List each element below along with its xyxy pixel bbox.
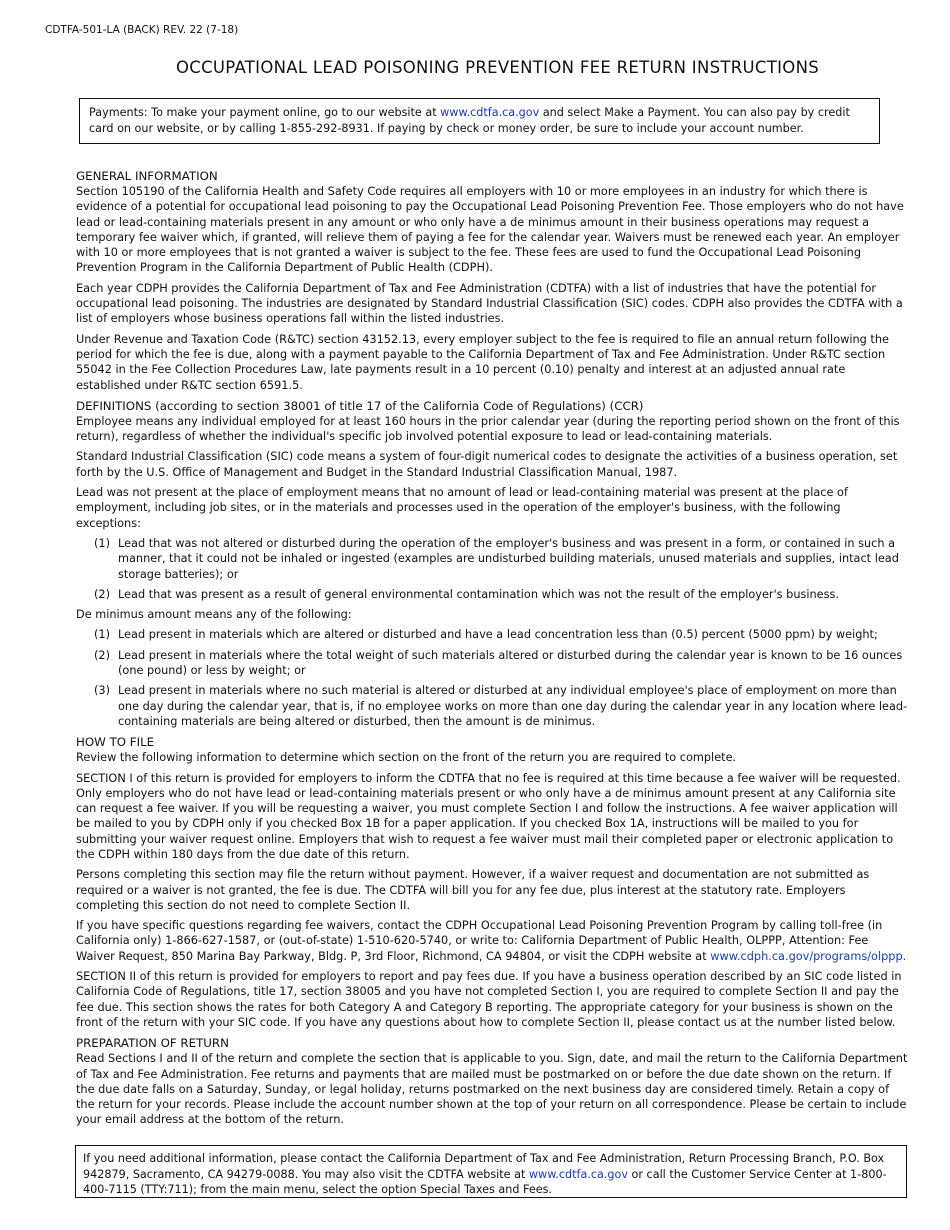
de-minimus-number: (3) <box>94 684 111 698</box>
how-to-file-intro: Review the following information to determine which section on the front of the return you are required to complete. <box>76 751 737 765</box>
de-minimus-text: Lead present in materials where the total weight of such materials altered or disturbed during the calendar year is known to be 16 ounces (one pound) or less by weight; or <box>118 648 903 678</box>
de-minimus-number: (1) <box>94 628 111 642</box>
de-minimus-item <box>76 683 908 729</box>
de-minimus-intro: De minimus amount means any of the following: <box>76 608 352 622</box>
questions-text: If you have specific questions regarding fee waivers, contact the CDPH Occupational Lead Poisoning Prevention Program by calling toll-free (in California only) 1-866-627-1587, or (out-of-state) 1-510-620-5740, or write to: California Department of Public Health, OLPPP, Attention: Fee Waiver Request, 850 Marina Bay Parkway, Bldg. P, 3rd Floor, Richmond, CA 94804, or visit the CDPH website at <box>76 919 883 963</box>
general-paragraph-1: Section 105190 of the California Health and Safety Code requires all employers with 10 or more employees in an industry for which there is evidence of a potential for occupational lead poisoning to pay the Occupational Lead Poisoning Prevention Fee. Those employers who do not have lead or lead-containing materials present in any amount or who only have a de minimus amount in their business operations may request a temporary fee waiver which, if granted, will relieve them of paying a fee for the calendar year. Waivers must be renewed each year. An employer with 10 or more employees that is not granted a waiver is subject to the fee. These fees are used to fund the Occupational Lead Poisoning Prevention Program in the California Department of Public Health (CDPH). <box>76 185 904 275</box>
persons-paragraph: Persons completing this section may file the return without payment. However, if a waiver request and documentation are not submitted as required or a waiver is not granted, the fee is due. The CDTFA will bill you for any fee due, plus interest at the statutory rate. Employers completing this section do not need to complete Section II. <box>76 868 870 912</box>
exception-number: (1) <box>94 536 111 550</box>
definition-employee: Employee means any individual employed for at least 160 hours in the prior calendar year (during the reporting period shown on the front of this return), regardless of whether the individual's specific job involved potential exposure to lead or lead-containing materials. <box>76 414 900 444</box>
payments-label: Payments: <box>89 106 148 119</box>
contact-website-link[interactable]: www.cdtfa.ca.gov <box>528 1167 628 1181</box>
exception-item <box>76 587 908 602</box>
de-minimus-item <box>76 627 908 642</box>
de-minimus-number: (2) <box>94 648 111 662</box>
de-minimus-text: Lead present in materials where no such material is altered or disturbed at any individual employee's place of employment on more than one day during the calendar year, that is, if no employee works on more than one day during the calendar year in any location where lead-containing materials are being altered or disturbed, then the amount is de minimus. <box>118 684 908 728</box>
payments-box <box>79 98 880 144</box>
contact-text-before: If you need additional information, please contact the California Department of Tax and Fee Administration, Return Processing Branch, P.O. Box 942879, Sacramento, CA 94279-0088. You may also visit the CDTFA website at <box>83 1152 885 1181</box>
form-number: CDTFA-501-LA (BACK) REV. 22 (7-18) <box>45 24 239 36</box>
general-paragraph-3: Under Revenue and Taxation Code (R&TC) section 43152.13, every employer subject to the fee is required to file an annual return following the period for which the fee is due, along with a payment payable to the California Department of Tax and Fee Administration. Under R&TC section 55042 in the Fee Collection Procedures Law, late payments result in a 10 percent (0.10) penalty and interest at an adjusted annual rate established under R&TC section 6591.5. <box>76 332 889 392</box>
how-to-file-heading: HOW TO FILE <box>76 735 155 750</box>
cdph-website-link[interactable]: www.cdph.ca.gov/programs/olppp. <box>710 949 907 963</box>
exception-number: (2) <box>94 587 111 601</box>
questions-paragraph <box>76 918 908 964</box>
exception-text: Lead that was not altered or disturbed during the operation of the employer's business and was present in a form, or contained in such a manner, that it could not be inhaled or ingested (examples are undisturbed building materials, unused materials and supplies, intact lead storage batteries); or <box>118 536 899 581</box>
section-1-paragraph: SECTION I of this return is provided for employers to inform the CDTFA that no fee is required at this time because a fee waiver will be requested. Only employers who do not have lead or lead-containing materials present or who only have a de minimus amount present at any California site can request a fee waiver. If you will be requesting a waiver, you must complete Section I and follow the instructions. A fee waiver application will be mailed to you by CDPH only if you checked Box 1B for a paper application. If you checked Box 1A, instructions will be mailed to you for submitting your waiver request online. Employers that wish to request a fee waiver must mail their completed paper or electronic application to the CDPH within 180 days from the due date of this return. <box>76 771 901 861</box>
exception-item <box>76 536 908 582</box>
de-minimus-item <box>76 648 908 679</box>
section-2-paragraph: SECTION II of this return is provided for employers to report and pay fees due. If you have a business operation described by an SIC code listed in California Code of Regulations, title 17, section 38005 and you have not completed Section I, you are required to complete Section II and pay the fee due. This section shows the rates for both Category A and Category B reporting. The appropriate category for your business is shown on the front of the return with your SIC code. If you have any questions about how to complete Section II, please contact us at the number listed below. <box>76 970 902 1029</box>
general-heading: GENERAL INFORMATION <box>76 169 218 183</box>
payments-text-after: and select Make a Payment. You can also pay by credit card on our website, or by calling 1-855-292-8931. If paying by check or money order, be sure to include your account number. <box>89 106 850 135</box>
exception-text: Lead that was present as a result of general environmental contamination which was not the result of the employer's business. <box>118 587 839 601</box>
instructions-body <box>76 168 908 1133</box>
definition-sic: Standard Industrial Classification (SIC) code means a system of four-digit numerical codes to designate the activities of a business operation, set forth by the U.S. Office of Management and Budget in the Standard Industrial Classification Manual, 1987. <box>76 450 898 479</box>
page-title: OCCUPATIONAL LEAD POISONING PREVENTION FEE RETURN INSTRUCTIONS <box>176 58 819 77</box>
preparation-heading: PREPARATION OF RETURN <box>76 1036 229 1051</box>
payments-website-link[interactable]: www.cdtfa.ca.gov <box>440 106 540 119</box>
definition-lead-not-present: Lead was not present at the place of employment means that no amount of lead or lead-containing material was present at the place of employment, including job sites, or in the materials and processes used in the operation of the employer's business, with the following exceptions: <box>76 486 848 530</box>
general-paragraph-2: Each year CDPH provides the California Department of Tax and Fee Administration (CDTFA) with a list of industries that have the potential for occupational lead poisoning. The industries are designated by Standard Industrial Classification (SIC) codes. CDPH also provides the CDTFA with a list of employers whose business operations fall within the listed industries. <box>76 281 903 326</box>
preparation-paragraph: Read Sections I and II of the return and complete the section that is applicable to you. Sign, date, and mail the return to the California Department of Tax and Fee Administration. Fee returns and payments that are mailed must be postmarked on or before the due date shown on the return. If the due date falls on a Saturday, Sunday, or legal holiday, returns postmarked on the next business day are considered timely. Retain a copy of the return for your records. Please include the account number shown at the top of your return on all correspondence. Please be certain to include your email address at the bottom of the return. <box>76 1052 908 1127</box>
de-minimus-text: Lead present in materials which are altered or disturbed and have a lead concentration less than (0.5) percent (5000 ppm) by weight; <box>118 628 878 642</box>
definitions-heading: DEFINITIONS (according to section 38001 of title 17 of the California Code of Regulations) (CCR) <box>76 398 644 413</box>
payments-text-before: To make your payment online, go to our website at <box>147 106 441 119</box>
contact-text-after: or call the Customer Service Center at 1-800-400-7115 (TTY:711); from the main menu, select the option Special Taxes and Fees. <box>83 1167 887 1196</box>
contact-box <box>75 1145 907 1198</box>
